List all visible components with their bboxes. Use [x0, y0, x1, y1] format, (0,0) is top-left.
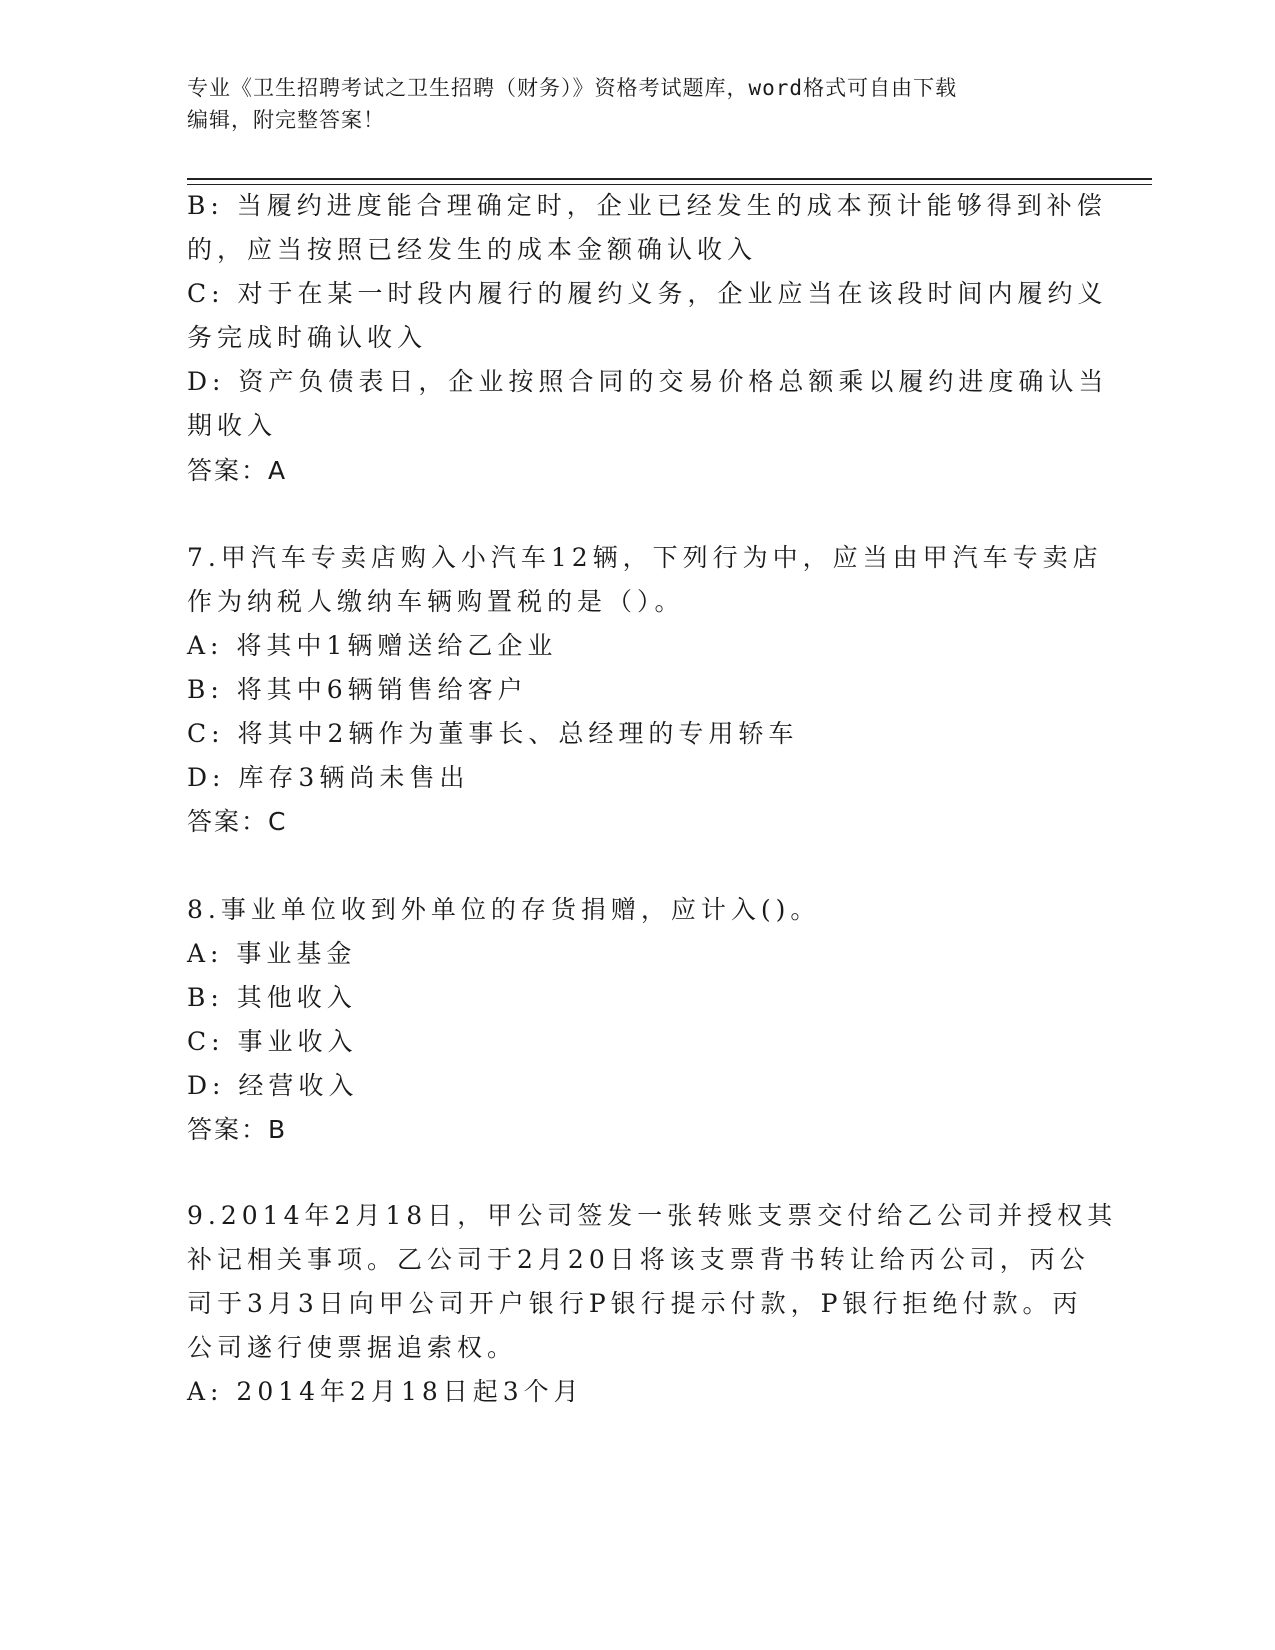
q8-option-b: B: 其他收入 — [187, 983, 357, 1012]
q7-option-d: D: 库存3辆尚未售出 — [187, 763, 470, 792]
q8-stem: 8.事业单位收到外单位的存货捐赠，应计入()。 — [187, 895, 821, 924]
q6-option-c-line-1: C: 对于在某一时段内履行的履约义务，企业应当在该段时间内履约义 — [187, 279, 1108, 308]
header-line-2: 编辑，附完整答案！ — [187, 108, 385, 132]
header-divider-thick — [187, 178, 1152, 180]
q9-stem-line-3: 司于3月3日向甲公司开户银行P银行提示付款，P银行拒绝付款。丙 — [187, 1289, 1083, 1318]
q6-answer: 答案：A — [187, 456, 288, 485]
document-header — [187, 72, 1087, 136]
q8-answer: 答案：B — [187, 1115, 288, 1144]
q7-stem-line-1: 7.甲汽车专卖店购入小汽车12辆，下列行为中，应当由甲汽车专卖店 — [187, 543, 1103, 572]
q9-stem-line-4: 公司遂行使票据追索权。 — [187, 1333, 518, 1362]
q8-option-c: C: 事业收入 — [187, 1027, 358, 1056]
q7-answer: 答案：C — [187, 807, 288, 836]
q6-option-c-line-2: 务完成时确认收入 — [187, 323, 428, 352]
q6-option-d-line-2: 期收入 — [187, 411, 278, 440]
header-divider-thin — [187, 184, 1152, 185]
q7-option-c: C: 将其中2辆作为董事长、总经理的专用轿车 — [187, 719, 799, 748]
q7-stem-line-2: 作为纳税人缴纳车辆购置税的是（）。 — [187, 587, 685, 616]
q7-option-b: B: 将其中6辆销售给客户 — [187, 675, 528, 704]
q9-stem-line-2: 补记相关事项。乙公司于2月20日将该支票背书转让给丙公司，丙公 — [187, 1245, 1090, 1274]
q7-option-a: A: 将其中1辆赠送给乙企业 — [187, 631, 558, 660]
q9-option-a: A: 2014年2月18日起3个月 — [187, 1377, 584, 1406]
q6-option-b-line-1: B: 当履约进度能合理确定时，企业已经发生的成本预计能够得到补偿 — [187, 191, 1107, 220]
q6-option-b-line-2: 的，应当按照已经发生的成本金额确认收入 — [187, 235, 758, 264]
q8-option-a: A: 事业基金 — [187, 939, 357, 968]
q9-stem-line-1: 9.2014年2月18日，甲公司签发一张转账支票交付给乙公司并授权其 — [187, 1201, 1118, 1230]
header-line-1: 专业《卫生招聘考试之卫生招聘（财务）》资格考试题库，word格式可自由下载 — [187, 76, 958, 100]
q8-option-d: D: 经营收入 — [187, 1071, 359, 1100]
q6-option-d-line-1: D: 资产负债表日，企业按照合同的交易价格总额乘以履约进度确认当 — [187, 367, 1109, 396]
